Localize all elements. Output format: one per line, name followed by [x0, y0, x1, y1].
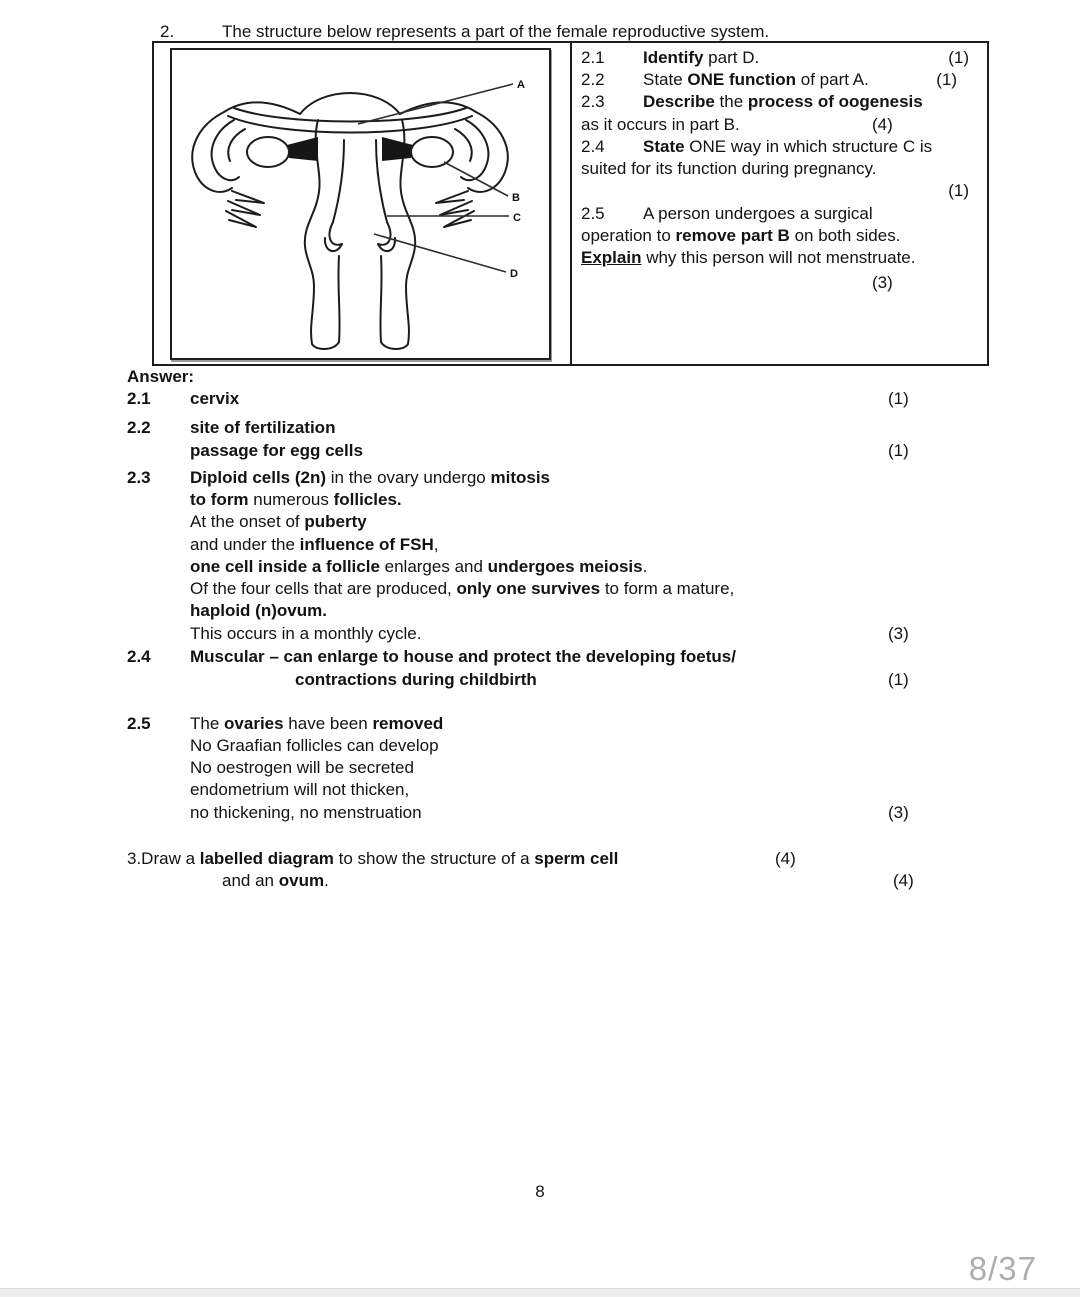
question-2-5-cont2	[572, 248, 987, 268]
q21-bold: Identify	[643, 48, 704, 67]
a25-l1-b2: removed	[372, 714, 444, 733]
question-2-intro: The structure below represents a part of the female reproductive system.	[222, 22, 770, 41]
diagram-label-c: C	[513, 212, 521, 224]
a24-mark: (1)	[888, 670, 909, 689]
q23-bold2: process of oogenesis	[747, 92, 923, 111]
q21-text: part D.	[703, 48, 760, 67]
a24-l2: contractions during childbirth	[295, 670, 537, 689]
question-2-5	[572, 204, 987, 224]
q3-mark1: (4)	[775, 849, 796, 868]
q3-l1-b1: labelled diagram	[199, 849, 334, 868]
a23-l3-t1: At the onset of	[190, 512, 305, 531]
diagram-frame	[170, 48, 551, 360]
a25-l3: No oestrogen will be secreted	[190, 758, 414, 777]
q22-text1: State	[643, 70, 688, 89]
a25-l5: no thickening, no menstruation	[190, 803, 422, 822]
answer-2-4-line2	[295, 670, 909, 690]
q22-text2: of part A.	[796, 70, 869, 89]
diagram-label-a: A	[517, 79, 525, 91]
female-reproductive-system-diagram	[172, 50, 545, 354]
answer-2-4-line1	[127, 647, 736, 667]
ovaries	[247, 137, 453, 167]
a23-l7-b1: haploid (n)ovum.	[190, 601, 327, 620]
a23-l1-b2: mitosis	[490, 468, 551, 487]
a23-l2-b2: follicles.	[333, 490, 402, 509]
q22-bold: ONE function	[687, 70, 797, 89]
question-2-1	[572, 48, 987, 68]
q23-continuation: as it occurs in part B.	[581, 115, 740, 134]
a21-mark: (1)	[888, 389, 909, 408]
viewer-page-indicator: 8/37	[968, 1250, 1037, 1287]
a23-number: 2.3	[127, 468, 151, 487]
question-2-5-cont1	[572, 226, 987, 246]
answer-2-2-line2	[127, 441, 909, 461]
a23-mark: (3)	[888, 624, 909, 643]
answer-2-1	[127, 389, 909, 409]
answer-2-5-line5	[127, 803, 909, 823]
a25-number: 2.5	[127, 714, 151, 733]
a23-l5-t2: .	[642, 557, 648, 576]
answer-2-3-line8	[127, 624, 909, 644]
a25-l1-b1: ovaries	[224, 714, 284, 733]
a25-l2: No Graafian follicles can develop	[190, 736, 439, 755]
a23-l5-t1: enlarges and	[379, 557, 488, 576]
answer-2-5-line4	[190, 780, 409, 800]
a23-l8-t1: This occurs in a monthly cycle.	[190, 624, 422, 643]
q23-bold1: Describe	[643, 92, 715, 111]
q25-c1-text2: on both sides.	[789, 226, 901, 245]
q25-text1: A person undergoes a surgical	[643, 204, 873, 223]
question-table	[152, 41, 989, 366]
q3-l1-t1: 3.Draw a	[127, 849, 200, 868]
q24-bold: State	[643, 137, 685, 156]
a23-l4-t2: ,	[433, 535, 439, 554]
ovarian-ligaments	[287, 137, 413, 161]
answer-2-5-line2	[190, 736, 439, 756]
q25-c1-text1: operation to	[581, 226, 676, 245]
a21-number: 2.1	[127, 389, 151, 408]
a23-l2-t1: numerous	[248, 490, 334, 509]
a23-l6-b1: only one survives	[456, 579, 601, 598]
a23-l6-t1: Of the four cells that are produced,	[190, 579, 457, 598]
a22-mark: (1)	[888, 441, 909, 460]
q3-l1-b2: sperm cell	[534, 849, 619, 868]
answer-2-5-line1	[127, 714, 443, 734]
q21-mark: (1)	[948, 48, 969, 67]
q25-number: 2.5	[581, 204, 605, 223]
q24-mark: (1)	[948, 181, 969, 200]
a22-number: 2.2	[127, 418, 151, 437]
diagram-label-d: D	[510, 268, 518, 280]
a25-mark: (3)	[888, 803, 909, 822]
question-3-line1	[127, 849, 796, 869]
answer-2-3-line6	[190, 579, 734, 599]
answer-2-3-line7	[190, 601, 327, 621]
a22-line2: passage for egg cells	[190, 441, 363, 460]
q25-c2-bold-underline: Explain	[581, 248, 642, 267]
a23-l5-b2: undergoes meiosis	[487, 557, 643, 576]
q25-c2-text: why this person will not menstruate.	[641, 248, 916, 267]
question-cell	[572, 43, 987, 364]
a25-l1-t1: The	[190, 714, 225, 733]
question-2-4-cont	[572, 159, 987, 179]
question-3-line2	[222, 871, 914, 891]
q3-mark2: (4)	[893, 871, 914, 890]
q24-number: 2.4	[581, 137, 605, 156]
q24-continuation: suited for its function during pregnancy.	[581, 159, 877, 178]
diagram-label-b: B	[512, 192, 520, 204]
a23-l1-b1: Diploid cells (2n)	[190, 468, 327, 487]
a23-l4-t1: and under the	[190, 535, 300, 554]
a25-l1-t2: have been	[283, 714, 373, 733]
a23-l6-t2: to form a mature,	[600, 579, 735, 598]
question-2-4	[572, 137, 987, 157]
q23-number: 2.3	[581, 92, 605, 111]
q3-l2-b1: ovum	[278, 871, 325, 890]
a24-l1: Muscular – can enlarge to house and protect the developing foetus/	[190, 647, 736, 666]
q23-text1: the	[714, 92, 748, 111]
q22-mark: (1)	[936, 70, 957, 89]
a23-l5-b1: one cell inside a follicle	[190, 557, 380, 576]
answer-2-3-line5	[190, 557, 647, 577]
question-2-3	[572, 92, 987, 112]
q22-number: 2.2	[581, 70, 605, 89]
answer-heading: Answer:	[127, 367, 195, 386]
a25-l4: endometrium will not thicken,	[190, 780, 410, 799]
question-2-3-cont	[572, 115, 987, 135]
page-number: 8	[535, 1182, 545, 1201]
q3-l2-t2: .	[324, 871, 329, 890]
a23-l4-b1: influence of FSH	[299, 535, 434, 554]
q25-mark: (3)	[872, 273, 893, 292]
a23-l3-b1: puberty	[304, 512, 367, 531]
answer-2-3-line4	[190, 535, 439, 555]
q3-l2-t1: and an	[222, 871, 279, 890]
a23-l1-t1: in the ovary undergo	[326, 468, 491, 487]
q24-text: ONE way in which structure C is	[684, 137, 933, 156]
answer-2-2-line1	[127, 418, 335, 438]
question-2-2	[572, 70, 987, 90]
a21-text: cervix	[190, 389, 240, 408]
answer-2-5-line3	[190, 758, 414, 778]
q23-mark: (4)	[872, 115, 893, 134]
a24-number: 2.4	[127, 647, 151, 666]
a23-l2-b1: to form	[190, 490, 249, 509]
question-2-number: 2.	[160, 22, 175, 41]
q3-l1-t2: to show the structure of a	[333, 849, 535, 868]
answer-2-3-line2	[190, 490, 402, 510]
a22-line1: site of fertilization	[190, 418, 336, 437]
q25-c1-bold: remove part B	[675, 226, 790, 245]
answer-2-3-line3	[190, 512, 367, 532]
answer-2-3-line1	[127, 468, 550, 488]
q21-number: 2.1	[581, 48, 605, 67]
anatomy-outline	[192, 93, 507, 349]
